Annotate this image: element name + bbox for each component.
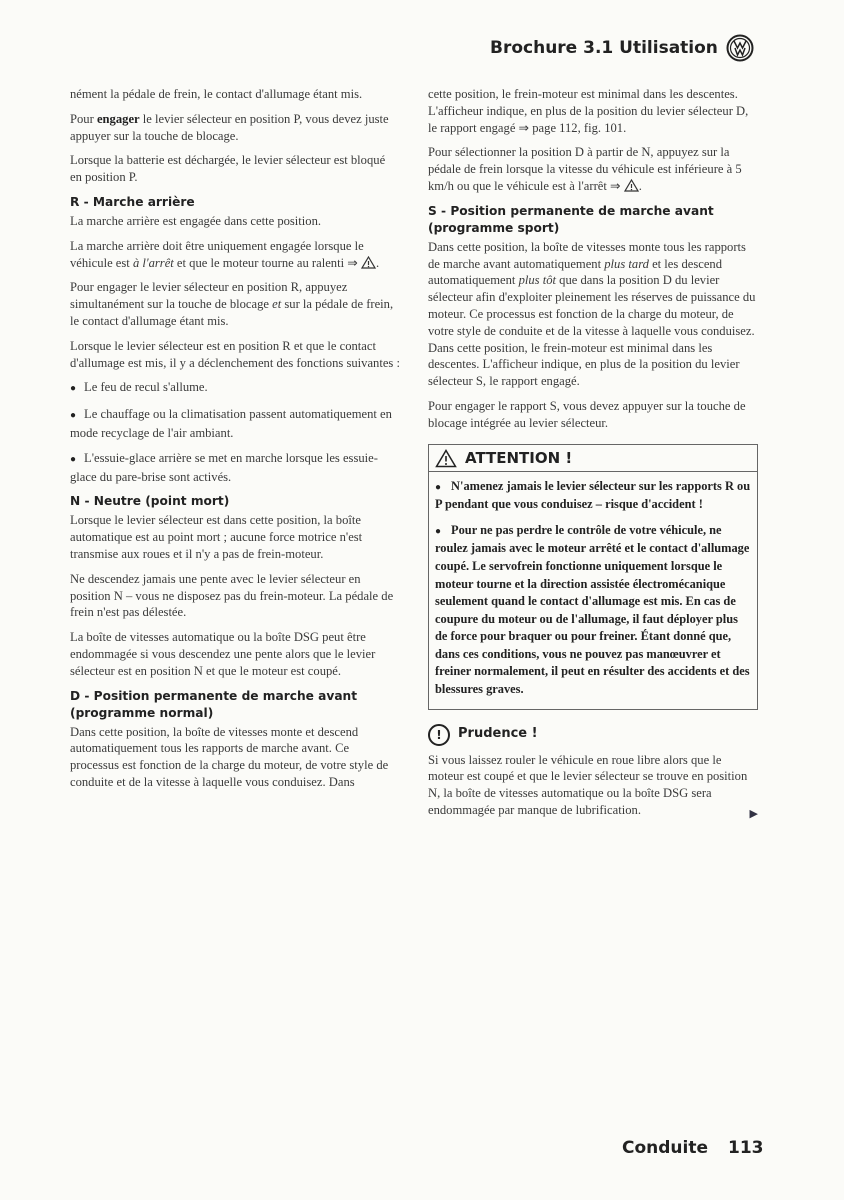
section-heading-s: S - Position permanente de marche avant (programme sport) (428, 203, 714, 235)
paragraph: Pour engager le levier sélecteur en position P, vous devez juste appuyer sur la touche de blocage. (70, 111, 389, 143)
section-heading-n: N - Neutre (point mort) (70, 494, 230, 509)
list-item: ● N'amenez jamais le levier sélecteur sur les rapports R ou P pendant que vous conduisez – risque d'accident ! (435, 478, 751, 512)
page-header (490, 34, 760, 64)
paragraph: Lorsque la batterie est déchargée, le levier sélecteur est bloqué en position P. (70, 153, 386, 185)
list-item: ● Le chauffage ou la climatisation passent automatiquement en mode recyclage de l'air ambiant. (70, 407, 392, 440)
page-number: 113 (728, 1138, 764, 1158)
paragraph: cette position, le frein-moteur est minimal dans les descentes. L'afficheur indique, en plus de la position du levier sélecteur D, le rapport engagé ⇒ page 112, fig. 101. (428, 87, 749, 135)
paragraph: La marche arrière est engagée dans cette position. (70, 213, 322, 228)
paragraph: Lorsque le levier sélecteur est en position R et que le contact d'allumage est mis, il y a déclenchement des fonctions suivantes : (70, 338, 400, 370)
caution-icon: ! (428, 724, 450, 746)
right-column (428, 86, 758, 827)
paragraph: Dans cette position, la boîte de vitesses monte tous les rapports de marche avant automatiquement plus tard et les descend automatiquement plus tôt que dans la position D du levier sélecteur afin d'exploiter pleinement les réserves de puissance du moteur. Ce processus est fonction de la charge du moteur, de votre style de conduite et de la vitesse à laquelle vous conduisez. Dans cette position, le frein-moteur est minimal dans les descentes. L'afficheur indique, en plus de la position du levier sélecteur S, le rapport engagé. (428, 239, 756, 389)
continue-arrow-icon: ▶ (749, 808, 758, 821)
list-item: ● Pour ne pas perdre le contrôle de votre véhicule, ne roulez jamais avec le moteur arrêté et le contact d'allumage coupé. Le servofrein fonctionne uniquement lorsque le moteur tourne et la direction assistée électromécanique seulement quand le contact d'allumage est mis. En cas de coupure du moteur ou de l'allumage, il faut déployer plus de force pour braquer ou pour freiner. Étant donné que, dans ces conditions, vous ne pouvez pas manœuvrer et freiner normalement, il peut en résulter des accidents et des blessures graves. (435, 522, 750, 697)
paragraph: Dans cette position, la boîte de vitesses monte et descend automatiquement tous les rapports de marche avant. Ce processus est fonction de la charge du moteur, de votre style de conduite et de la vitesse à laquelle vous conduisez. Dans (70, 724, 389, 789)
list-item: ● L'essuie-glace arrière se met en marche lorsque les essuie-glace du pare-brise sont activés. (70, 450, 378, 484)
list-item: ● Le feu de recul s'allume. (70, 380, 208, 395)
section-heading-r: R - Marche arrière (70, 194, 195, 209)
paragraph: Lorsque le levier sélecteur est dans cette position, la boîte automatique est au point mort ; aucune force motrice n'est transmise aux roues et il n'y a pas de frein-moteur. (70, 513, 363, 561)
paragraph: Pour engager le levier sélecteur en position R, appuyez simultanément sur la touche de blocage et sur la pédale de frein, le contact d'allumage étant mis. (70, 280, 394, 328)
warning-triangle-icon (361, 256, 376, 269)
attention-body (429, 472, 757, 709)
warning-triangle-icon (435, 449, 457, 468)
warning-triangle-icon (624, 179, 639, 192)
paragraph: Ne descendez jamais une pente avec le levier sélecteur en position N – vous ne disposez pas du frein-moteur. La pédale de frein n'est pas délestée. (70, 571, 394, 620)
footer-section: Conduite (622, 1138, 709, 1158)
paragraph: Pour sélectionner la position D à partir de N, appuyez sur la pédale de frein lorsque la vitesse du véhicule est inférieure à 5 km/h ou que le véhicule est à l'arrêt ⇒ . (428, 145, 742, 193)
left-column (70, 86, 400, 799)
paragraph: Pour engager le rapport S, vous devez appuyer sur la touche de blocage intégrée au levier sélecteur. (428, 398, 746, 430)
attention-box (428, 444, 758, 710)
paragraph: nément la pédale de frein, le contact d'allumage étant mis. (70, 87, 363, 101)
attention-header (429, 445, 757, 472)
prudence-header (428, 724, 758, 746)
attention-title: ATTENTION ! (465, 448, 573, 467)
paragraph: Si vous laissez rouler le véhicule en roue libre alors que le moteur est coupé et que le levier sélecteur se trouve en position N, la boîte de vitesses automatique ou la boîte DSG sera endommagée par manque de lubrification. (428, 752, 748, 818)
header-title: Brochure 3.1 Utilisation (490, 38, 718, 58)
vw-logo-icon (726, 34, 754, 62)
paragraph: La marche arrière doit être uniquement engagée lorsque le véhicule est à l'arrêt et que le moteur tourne au ralenti ⇒ . (70, 238, 380, 270)
section-heading-d: D - Position permanente de marche avant (programme normal) (70, 688, 358, 720)
paragraph: La boîte de vitesses automatique ou la boîte DSG peut être endommagée si vous descendez une pente alors que le levier sélecteur est en position N et que le moteur est coupé. (70, 630, 376, 678)
prudence-title: Prudence ! (458, 726, 538, 742)
page-footer (622, 1138, 762, 1168)
